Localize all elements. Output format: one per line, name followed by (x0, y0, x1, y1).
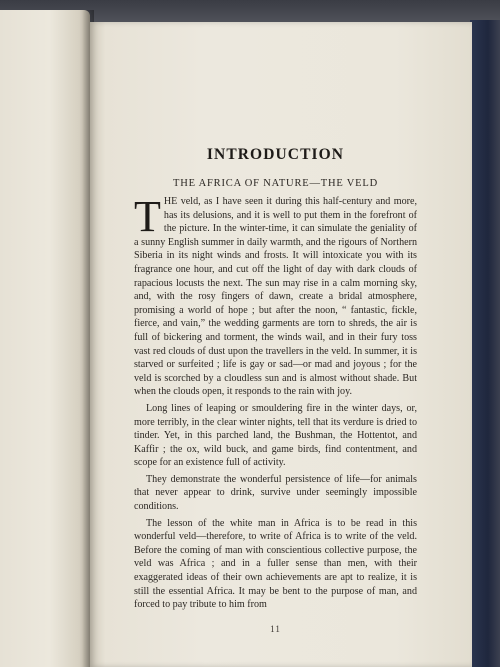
left-page (0, 10, 90, 667)
paragraph-4: The lesson of the white man in Africa is to be read in this wonderful veld—therefore, to write of Africa is to write of the veld. Before the coming of man with conscientious collective purpose, the veld was Africa ; and in a fuller sense than men, with their exaggerated ideas of their own achievements are apt to realize, it is still the essential Africa. It may be bent to the purpose of man, and forced to pay tribute to him from (134, 517, 417, 611)
paragraph-1-text: HE veld, as I have seen it during this half-century and more, has its delusions, and it is well to put them in the forefront of the picture. In the winter-time, it can simulate the geniality of a sunny English summer in daily warmth, and the rigours of Northern Siberia in its night winds and frosts. It will intoxicate you with its fragrance one hour, and cut off the light of day with dark clouds of rapacious locusts the next. The sun may rise in a calm morning sky, and, with the rosy fingers of dawn, create a bridal atmosphere, promising a world of hope ; but after the noon, “ fantastic, fickle, fierce, and vain,” the wedding garments are torn to shreds, the air is full of bickering and torment, the winds wail, and in their fury toss vast red clouds of dust upon the travellers in the veld. In summer, it is starved or surfeited ; life is gay or sad—or mad and joyous ; for the veld is scorched by a cloudless sun and is almost without shade. But when the clouds open, it responds to the rain with joy. (134, 196, 417, 398)
paragraph-2: Long lines of leaping or smouldering fire in the winter days, or, more terribly, in the clear winter nights, tell that its verdure is dried to tinder. Yet, in this parched land, the Bushman, the Hottentot, and Kaffir ; the ox, wild buck, and game birds, find contentment, and scope for an existence full of activity. (134, 402, 417, 469)
body-text (134, 192, 417, 615)
chapter-title: INTRODUCTION (206, 146, 345, 163)
paragraph-1 (134, 192, 417, 399)
page-number: 11 (270, 624, 281, 634)
paragraph-3: They demonstrate the wonderful persistence of life—for animals that never appear to drink, survive under seemingly impossible conditions. (134, 473, 417, 513)
section-title: THE AFRICA OF NATURE—THE VELD (172, 178, 378, 189)
drop-cap: T (134, 192, 161, 241)
book-cover-edge (470, 20, 500, 667)
